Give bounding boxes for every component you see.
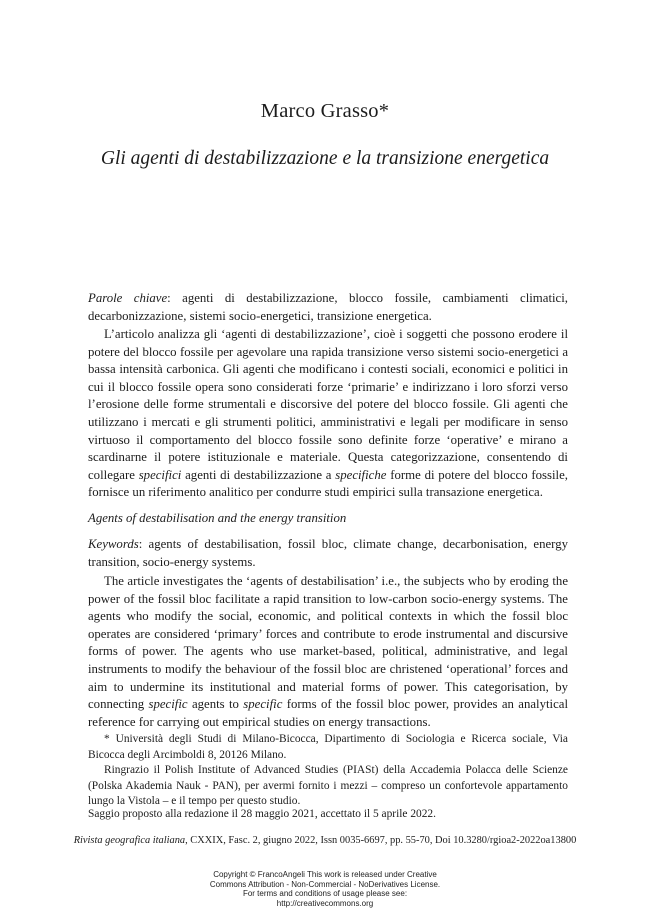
citation-details: , CXXIX, Fasc. 2, giugno 2022, Issn 0035-6697, pp. 55-70, Doi 10.3280/rgioa2-2022oa13800	[185, 835, 577, 846]
footnote-acknowledgement: Ringrazio il Polish Institute of Advanced Studies (PIASt) della Accademia Polacca delle Scienze (Polska Akademia Nauk - PAN), per avermi fornito i mezzi – compreso un confortevole appartamento lungo la Vistola – e il tempo per questo studio.	[88, 764, 568, 808]
emphasis-text: specific	[148, 697, 188, 712]
keywords-label: Parole chiave	[88, 291, 168, 305]
submission-note: Saggio proposto alla redazione il 28 maggio 2021, accettato il 5 aprile 2022.	[88, 808, 436, 820]
abstract-text: agents to	[187, 697, 244, 712]
abstract-text: agenti di destabilizzazione a	[181, 467, 336, 482]
copyright-line: Commons Attribution - Non-Commercial - NoDerivatives License.	[209, 879, 441, 889]
license-link[interactable]: http://creativecommons.org	[276, 898, 374, 908]
abstract-text: The article investigates the ‘agents of destabilisation’ i.e., the subjects who by eroding the power of the fossil bloc facilitate a rapid transition to low-carbon socio-energy systems. The agents who modify the social, economic, and political contexts in which the fossil bloc operates are considered ‘primary’ forces and contribute to erode instrumental and discursive forms of power. The agents who use market-based, political, administrative, and legal instruments to modify the behaviour of the fossil bloc are christened ‘operational’ forces and aim to undermine its institutional and material forms of power. This categorisation, by connecting	[88, 574, 568, 712]
keywords-italian	[88, 290, 568, 325]
abstract-text: forms of the fossil bloc power, provides an analytical reference for carrying out empirical studies on energy transactions.	[88, 697, 569, 729]
keywords-text: : agenti di destabilizzazione, blocco fossile, cambiamenti climatici, decarbonizzazione, sistemi socio-energetici, transizione energetica.	[88, 291, 568, 323]
keywords-text: : agents of destabilisation, fossil bloc, climate change, decarbonisation, energy transition, socio-energy systems.	[88, 537, 568, 569]
author-name: Marco Grasso*	[260, 100, 390, 122]
emphasis-text: specific	[243, 697, 283, 712]
copyright-notice	[0, 870, 650, 908]
abstract-italian	[88, 326, 568, 502]
journal-name: Rivista geografica italiana	[73, 835, 186, 846]
article-title-italian: Gli agenti di destabilizzazione e la transizione energetica	[100, 148, 550, 169]
journal-citation	[0, 835, 650, 846]
keywords-english	[88, 536, 568, 571]
abstract-english	[88, 573, 568, 731]
abstract-text: L’articolo analizza gli ‘agenti di destabilizzazione’, cioè i soggetti che possono erodere il potere del blocco fossile per agevolare una rapida transizione verso sistemi socio-energetici a bassa intensità carbonica. Gli agenti che modificano i contesti sociali, economici e politici in cui il blocco fossile opera sono considerati forze ‘primarie’ e indirizzano i loro sforzi verso l’erosione delle forme strumentali e discorsive del potere del blocco fossile. Gli agenti che utilizzano i mercati e gli strumenti politici, amministrativi e legali per modificare in senso virtuoso il comportamento del blocco fossile sono definite forze ‘operative’ e mirano a scardinarne il potere istituzionale e materiale. Questa categorizzazione, consentendo di collegare	[88, 327, 568, 482]
article-title-english: Agents of destabilisation and the energy transition	[88, 511, 347, 525]
emphasis-text: specifici	[138, 467, 182, 482]
footnote-affiliation: * Università degli Studi di Milano-Bicocca, Dipartimento di Sociologia e Ricerca sociale, Via Bicocca degli Arcimboldi 8, 20126 Milano.	[88, 733, 568, 761]
copyright-line: For terms and conditions of usage please see:	[242, 889, 408, 899]
abstract-text: forme di potere del blocco fossile, fornisce un riferimento analitico per condurre studi empirici sulla transazione energetica.	[88, 467, 568, 500]
keywords-label: Keywords	[88, 537, 139, 551]
copyright-line: Copyright © FrancoAngeli This work is released under Creative	[213, 870, 437, 879]
emphasis-text: specifiche	[335, 467, 387, 482]
